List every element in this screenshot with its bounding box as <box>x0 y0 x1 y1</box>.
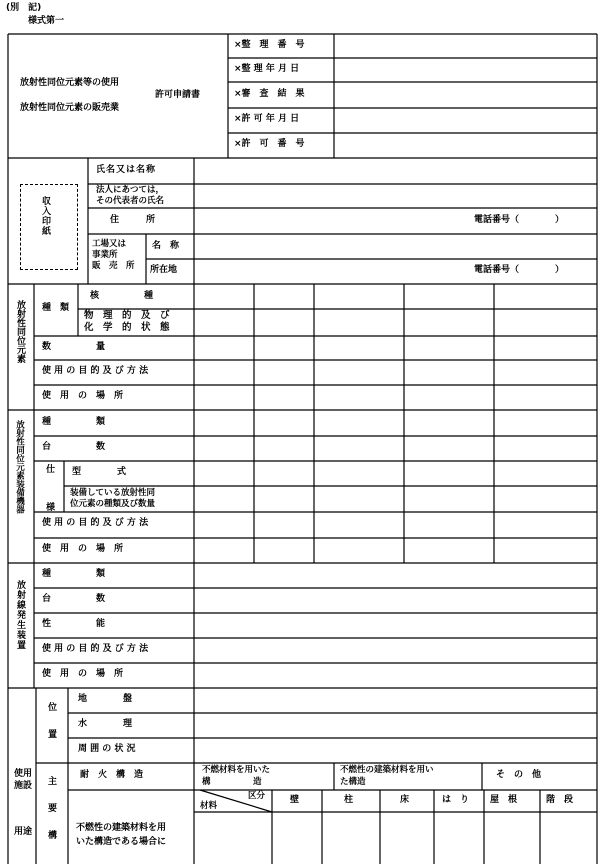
office-field-input[interactable] <box>336 110 595 131</box>
generator-section-title: 放射線発生装置 <box>15 580 25 650</box>
device-loaded-label-2: 位元素の種類及び数量 <box>70 499 156 509</box>
column-header-beam: は り <box>442 795 470 805</box>
column-header-floor: 床 <box>400 795 410 805</box>
column-header-wall: 壁 <box>290 795 300 805</box>
ri-purpose-label: 使 用 の 目 的 及 び 方 法 <box>42 366 149 376</box>
generator-count-label: 台 数 <box>42 594 106 604</box>
device-model-label: 型 式 <box>72 467 127 477</box>
facility-location-input[interactable] <box>196 261 466 282</box>
noncomb-material-label-1: 不燃性の建築材料を用い <box>340 765 434 775</box>
fireproof-label: 耐 火 構 造 <box>80 770 144 780</box>
office-field-label: ×整 理 年 月 日 <box>234 64 300 74</box>
facility-location-label: 所在地 <box>150 265 178 275</box>
facility-section-title-3: 用途 <box>14 827 33 837</box>
state-label-2: 化 学 的 状 態 <box>84 322 170 333</box>
generator-purpose-label: 使 用 の 目 的 及 び 方 法 <box>42 644 149 654</box>
form-note: (別 記) <box>6 3 42 13</box>
facility-name-input[interactable] <box>196 236 595 257</box>
water-label: 水 理 <box>78 719 133 729</box>
device-place-label: 使 用 の 場 所 <box>42 544 124 554</box>
noncombustible-label-2: 構 造 <box>202 777 262 787</box>
ri-place-label: 使 用 の 場 所 <box>42 391 124 401</box>
office-field-label: ×審 査 結 果 <box>234 89 305 99</box>
revenue-stamp-label: 収入印紙 <box>40 196 50 236</box>
title-line-2: 放射性同位元素の販売業 <box>20 103 120 113</box>
facility-name-label: 名 称 <box>152 241 180 251</box>
facility-section-title-2: 施設 <box>14 781 33 791</box>
facility-phone-label: 電話番号（ ） <box>474 265 565 275</box>
generator-performance-label: 性 能 <box>42 619 106 629</box>
location-label: 位置 <box>46 702 56 756</box>
address-input[interactable] <box>196 210 466 232</box>
device-count-label: 台 数 <box>42 442 106 452</box>
column-header-roof: 屋 根 <box>490 795 518 805</box>
facility-label-1: 工場又は <box>92 239 127 249</box>
division-label: 区分 <box>248 791 266 801</box>
office-field-input[interactable] <box>336 36 595 56</box>
device-loaded-label-1: 装備している放射性同 <box>70 488 156 498</box>
noncombustible-label-1: 不燃材料を用いた <box>202 765 271 775</box>
structure-label: 主要構 <box>46 776 56 857</box>
address-label: 住 所 <box>110 215 156 225</box>
office-field-input[interactable] <box>336 84 595 106</box>
applicant-name-input[interactable] <box>196 160 595 182</box>
device-spec-label: 仕 様 <box>44 464 54 521</box>
facility-label-3: 販 売 所 <box>92 261 135 271</box>
column-header-stairs: 階 段 <box>546 795 574 805</box>
ri-section-title: 放射性同位元素 <box>15 300 25 363</box>
noncomb-case-label-2: いた構造である場合に <box>76 837 167 847</box>
state-label-1: 物 理 的 及 び <box>84 310 170 321</box>
facility-section-title-1: 使用 <box>14 769 33 779</box>
representative-label-1: 法人にあつては， <box>96 185 165 195</box>
device-kind-label: 種 類 <box>42 417 106 427</box>
representative-input[interactable] <box>196 186 595 206</box>
title-suffix: 許可申請書 <box>155 90 201 100</box>
office-field-input[interactable] <box>336 135 595 156</box>
surroundings-label: 周 囲 の 状 況 <box>78 744 136 754</box>
nuclide-label: 核 種 <box>90 291 154 301</box>
land-label: 地 盤 <box>78 694 133 704</box>
device-section-title: 放射性同位元素装備機器 <box>14 420 25 514</box>
office-field-input[interactable] <box>336 60 595 80</box>
title-line-1: 放射性同位元素等の使用 <box>20 78 120 88</box>
other-label: そ の 他 <box>496 770 542 780</box>
material-label: 材料 <box>200 801 218 811</box>
device-purpose-label: 使 用 の 目 的 及 び 方 法 <box>42 518 149 528</box>
form-number: 様式第一 <box>28 16 65 26</box>
ri-quantity-label: 数 量 <box>42 342 106 352</box>
office-field-label: ×許 可 年 月 日 <box>234 114 300 124</box>
address-phone-label: 電話番号（ ） <box>474 215 565 225</box>
office-field-label: ×整 理 番 号 <box>234 40 305 50</box>
noncomb-case-label-1: 不燃性の建築材料を用 <box>76 823 167 833</box>
office-field-label: ×許 可 番 号 <box>234 139 305 149</box>
ri-kind-label: 種 類 <box>42 303 70 313</box>
generator-kind-label: 種 類 <box>42 569 106 579</box>
facility-label-2: 事業所 <box>92 250 118 260</box>
noncomb-material-label-2: た構造 <box>340 777 366 787</box>
generator-place-label: 使 用 の 場 所 <box>42 669 124 679</box>
applicant-name-label: 氏名又は名称 <box>96 165 157 175</box>
representative-label-2: その代表者の氏名 <box>96 196 165 206</box>
column-header-pillar: 柱 <box>344 795 354 805</box>
